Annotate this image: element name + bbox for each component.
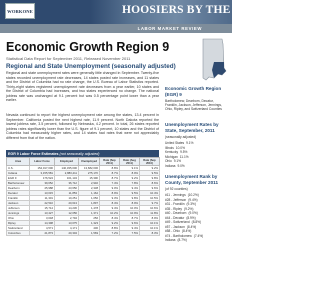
- table-cell: 23,650: [55, 186, 79, 191]
- indiana-map-icon: [200, 38, 228, 82]
- table-cell: 25,988: [30, 186, 55, 191]
- table-cell: 8.3%: [140, 231, 160, 236]
- paragraph-2: Nevada continued to report the highest unemployment rate among the states, 13.4 percent in September. California posted the next highest rate, 11.9 percent. North Dakota reported the lowest jobless rate, 3.5 percent, followed by Nebraska, 4.2 percent. In total, 26 states reported jobless rates significantly lower than the U.S. figure of 9.1 percent, 10 states and the District of Columbia had measurably higher rates, and 14 states had rates that were not appreciably different from that of the nation.: [6, 113, 159, 140]
- table-cell: 8.7%: [100, 171, 120, 176]
- list-item-value: (9.3%): [186, 202, 196, 206]
- table-cell: 15,390: [79, 176, 100, 181]
- table-cell: 1,162: [79, 191, 100, 196]
- table-cell: 21,873: [30, 231, 55, 236]
- table-cell: 275,170: [79, 171, 100, 176]
- table-cell: 8.6%: [140, 181, 160, 186]
- table-cell: 9.1%: [120, 166, 140, 171]
- table-cell: 2,880,411: [55, 171, 79, 176]
- list-item-label: #44 - Decatur: [165, 215, 185, 220]
- table-cell: 14,398: [30, 221, 55, 226]
- table-cell: 10.4%: [140, 191, 160, 196]
- list-item-label: #74 - Bartholomew: [165, 233, 192, 238]
- list-item-value: (8.4%): [186, 224, 197, 229]
- list-item-value: (9.2%): [184, 206, 194, 211]
- table-cell: 8.7%: [100, 176, 120, 181]
- table-cell: 10,251: [55, 196, 79, 201]
- table-cell: Ripley: [7, 221, 30, 226]
- list-item-label: Indiana: [165, 238, 176, 242]
- list-item-label: #28 - Jefferson: [165, 197, 187, 202]
- table-cell: 13,427: [30, 211, 55, 216]
- table-cell: 7.5%: [120, 231, 140, 236]
- list-item-value: (9.0%): [188, 211, 198, 215]
- table-cell: 39,652: [30, 181, 55, 186]
- list-item-value: 9.5%: [180, 150, 188, 154]
- section-heading: Regional and State Unemployment (seasonally adjusted): [6, 63, 176, 70]
- table-cell: EGR 9: [7, 176, 30, 181]
- table-header-cell: Rate (Sep 2011): [100, 158, 120, 166]
- state-rates-heading: Unemployment Rates by State, September, 2011: [165, 122, 219, 133]
- state-rates-note: (seasonally adjusted): [165, 135, 197, 139]
- table-header-row: [7, 158, 160, 166]
- table-cell: 9.0%: [100, 186, 120, 191]
- table-cell: U.S.: [7, 166, 30, 171]
- table-cell: 10.9%: [120, 211, 140, 216]
- list-item: [165, 238, 203, 243]
- table-cell: Ohio: [7, 216, 30, 221]
- table-cell: 10.2%: [100, 211, 120, 216]
- table-cell: 9.7%: [140, 201, 160, 206]
- table-cell: 9.4%: [120, 186, 140, 191]
- logo-text: WORKONE: [7, 8, 33, 14]
- table-cell: 11,853: [55, 191, 79, 196]
- table-cell: Jefferson: [7, 206, 30, 211]
- table-row: [7, 231, 160, 236]
- table-cell: 14,236: [55, 206, 79, 211]
- table-cell: 161,134: [55, 176, 79, 181]
- paragraph-1: Regional and state unemployment rates were generally little changed in September. Twenty-five states recorded unemployment rate decreases, 14 states posted rate increases, and 11 states and the District of Columbia had no rate change, the U.S. Bureau of Labor Statistics reported. Thirty-eight states registered unemployment rate decreases from a year earlier, 10 states and the District of Columbia had increases, and two states experienced no change. The national jobless rate was unchanged at 9.1 percent but was 0.5 percentage point lower than a year earlier.: [6, 71, 159, 103]
- list-item-label: #58 - Ohio: [165, 229, 180, 233]
- table-cell: 400: [79, 226, 100, 231]
- table-cell: 2,940: [79, 181, 100, 186]
- review-label: LABOR MARKET REVIEW: [137, 25, 202, 31]
- table-cell: Columbus: [7, 231, 30, 236]
- table-cell: Dearborn: [7, 186, 30, 191]
- table-cell: 36,712: [55, 181, 79, 186]
- table-body: [7, 166, 160, 236]
- table-cell: Switzerland: [7, 226, 30, 231]
- table-cell: 9.5%: [120, 191, 140, 196]
- table-cell: 8.4%: [100, 216, 120, 221]
- table-cell: 8.7%: [120, 216, 140, 221]
- state-rates-list: [165, 141, 193, 168]
- list-item: [165, 164, 193, 169]
- table-cell: 10.1%: [140, 221, 160, 226]
- county-rank-heading: Unemployment Rank by County, September 2011: [165, 174, 219, 185]
- table-cell: 8.8%: [100, 226, 120, 231]
- list-item-value: (8.7%): [177, 238, 187, 242]
- table-header-cell: Area: [7, 158, 30, 166]
- review-bar: [0, 24, 232, 33]
- table-cell: 10.1%: [140, 226, 160, 231]
- table-cell: 10.5%: [140, 196, 160, 201]
- table-cell: 20,613: [55, 201, 79, 206]
- list-item-label: Kentucky: [165, 150, 179, 154]
- table-cell: 13,682,000: [79, 166, 100, 171]
- table-cell: 1,323: [79, 221, 100, 226]
- table-cell: 7.8%: [120, 181, 140, 186]
- table-header-cell: Employed: [55, 158, 79, 166]
- list-item-label: Indiana: [165, 163, 176, 168]
- table-cell: 176,524: [30, 176, 55, 181]
- header-banner: [0, 0, 293, 33]
- table-cell: 10.0%: [120, 206, 140, 211]
- list-item-label: #31 - Franklin: [165, 202, 185, 206]
- list-item-value: 11.1%: [179, 154, 189, 159]
- table-cell: 9.2%: [100, 221, 120, 226]
- table-header-cell: Labor Force: [30, 158, 55, 166]
- table-header-cell: Rate (Aug 2011): [120, 158, 140, 166]
- table-subtitle: (not seasonally adjusted): [59, 151, 100, 156]
- list-item-value: 9.1%: [173, 159, 181, 163]
- table-cell: 13,075: [55, 221, 79, 226]
- table-cell: 2,338: [79, 186, 100, 191]
- table-cell: 8.9%: [120, 201, 140, 206]
- list-item-value: (10.2%): [187, 193, 199, 197]
- table-cell: 11,301: [30, 196, 55, 201]
- table-cell: Franklin: [7, 196, 30, 201]
- table-cell: 140,335,000: [55, 166, 79, 171]
- table-cell: 15,714: [30, 206, 55, 211]
- page-subtitle: Statistical Data Report for September 2011, Released November 2011: [6, 56, 131, 61]
- list-item-label: #35 - Ripley: [165, 206, 183, 211]
- list-item-label: Illinois: [165, 145, 174, 150]
- workone-logo: [5, 3, 35, 19]
- table-cell: 9.4%: [120, 226, 140, 231]
- table-cell: 9.4%: [100, 206, 120, 211]
- table-cell: 13,015: [30, 191, 55, 196]
- list-item-label: #40 - Dearborn: [165, 211, 187, 215]
- list-item-label: #49 - Switzerland: [165, 220, 190, 224]
- table-cell: 9.5%: [140, 171, 160, 176]
- table-cell: 1,478: [79, 206, 100, 211]
- list-item-label: #57 - Jackson: [165, 224, 185, 229]
- table-cell: 12,056: [55, 211, 79, 216]
- table-cell: Indiana: [7, 171, 30, 176]
- table-cell: Jackson: [7, 201, 30, 206]
- table-cell: 9.8%: [120, 196, 140, 201]
- table-cell: 9.6%: [120, 221, 140, 226]
- table-cell: 154,017,000: [30, 166, 55, 171]
- table-cell: 8.9%: [100, 191, 120, 196]
- county-rank-note: (of 92 counties): [165, 187, 188, 191]
- table-cell: Decatur: [7, 191, 30, 196]
- table-cell: 8.4%: [100, 201, 120, 206]
- list-item-label: Ohio: [165, 159, 172, 163]
- table-cell: 1,371: [79, 211, 100, 216]
- masthead-title: HOOSIERS BY THE NUMBERS: [122, 4, 293, 16]
- county-rank-list: [165, 193, 203, 243]
- table-title: [6, 150, 159, 157]
- list-item-value: 10.0%: [175, 145, 185, 150]
- list-item-value: 9.1%: [186, 141, 194, 145]
- list-item-label: United States: [165, 141, 185, 145]
- list-item-value: 9.0%: [177, 163, 185, 168]
- table-cell: 1,897: [79, 201, 100, 206]
- table-cell: 9.8%: [140, 176, 160, 181]
- table-cell: 1,050: [79, 196, 100, 201]
- table-cell: 20,304: [55, 231, 79, 236]
- table-cell: 7.4%: [100, 181, 120, 186]
- table-cell: 2,792: [55, 216, 79, 221]
- table-cell: 10.6%: [140, 206, 160, 211]
- list-item-value: (7.4%): [193, 233, 204, 238]
- table-cell: Jennings: [7, 211, 30, 216]
- table-cell: 7.2%: [100, 231, 120, 236]
- list-item-value: (8.4%): [181, 229, 192, 233]
- list-item-label: Michigan: [165, 154, 178, 159]
- labor-force-table: [6, 150, 159, 236]
- list-item-label: #11 - Jennings: [165, 193, 186, 197]
- table-cell: 22,510: [30, 201, 55, 206]
- table-cell: 8.9%: [140, 216, 160, 221]
- region-counties: Bartholomew, Dearborn, Decatur, Franklin, Jackson, Jefferson, Jennings, Ohio, Ripley, and Switzerland Counties: [165, 99, 222, 112]
- table-cell: 4,171: [55, 226, 79, 231]
- page-title: Economic Growth Region 9: [6, 40, 170, 54]
- table-header-cell: Unemployed: [79, 158, 100, 166]
- table-cell: 9.6%: [140, 186, 160, 191]
- table-cell: 9.3%: [100, 196, 120, 201]
- table-cell: 3,155,581: [30, 171, 55, 176]
- table-cell: 8.9%: [120, 171, 140, 176]
- table-title-text: EGR 9 Labor Force Estimates: [8, 151, 59, 156]
- table-cell: 9.2%: [140, 166, 160, 171]
- region-heading: Economic Growth Region (EGR) 9: [165, 86, 222, 97]
- table-cell: Bartholomew: [7, 181, 30, 186]
- table-cell: 4,571: [30, 226, 55, 231]
- list-item-value: (9.4%): [188, 197, 198, 202]
- list-item-value: (8.9%): [186, 215, 196, 220]
- list-item-value: (8.8%): [191, 220, 202, 224]
- table-cell: 8.8%: [100, 166, 120, 171]
- table-cell: 3,048: [30, 216, 55, 221]
- table-header-cell: Rate (Sep 2010): [140, 158, 160, 166]
- table-cell: 1,569: [79, 231, 100, 236]
- table-cell: 256: [79, 216, 100, 221]
- table-cell: 11.8%: [140, 211, 160, 216]
- table-cell: 9.2%: [120, 176, 140, 181]
